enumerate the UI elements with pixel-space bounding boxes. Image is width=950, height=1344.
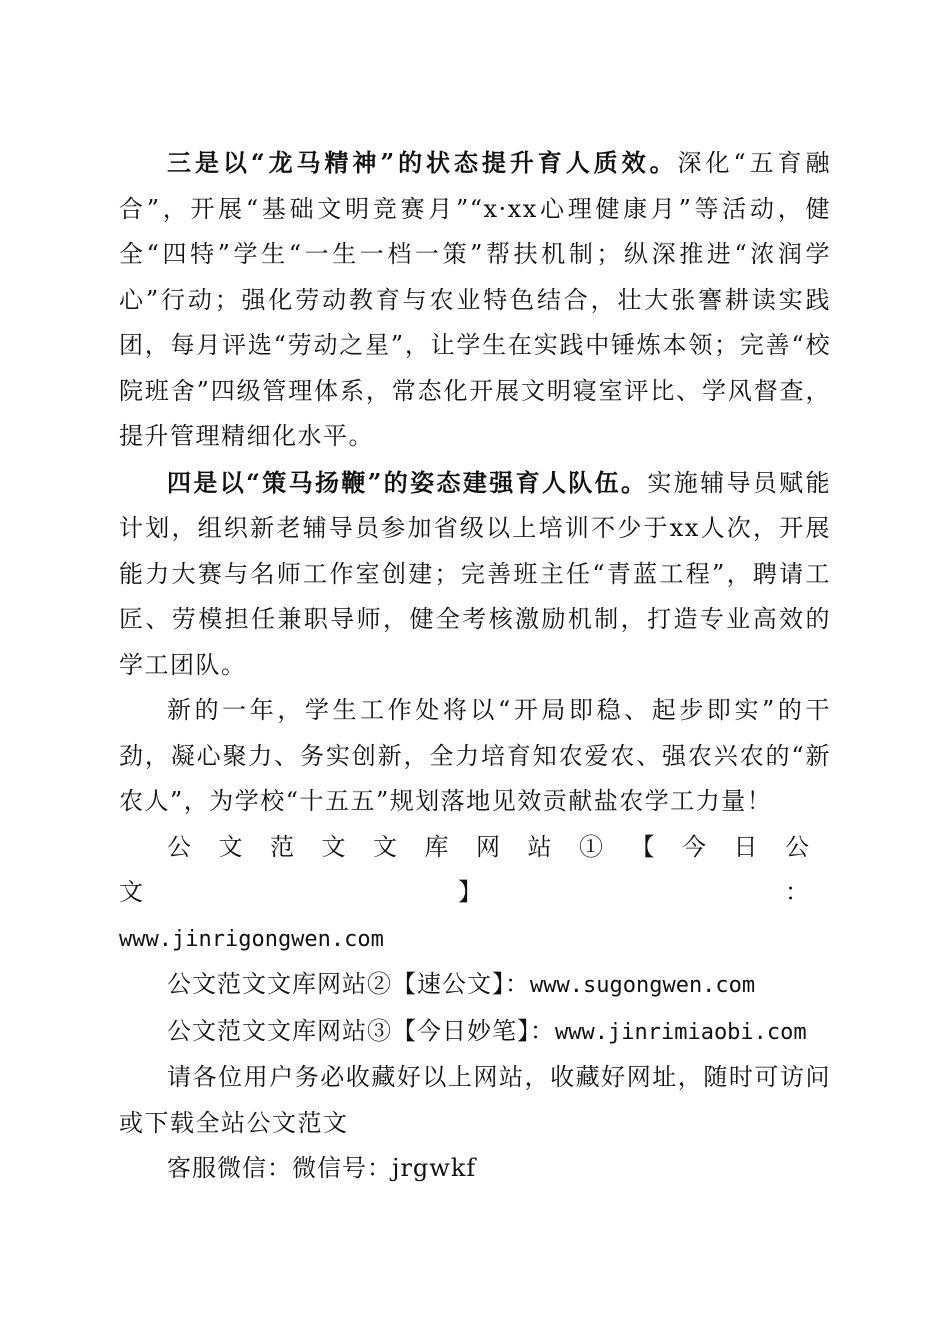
paragraph-closing (119, 688, 831, 825)
paragraph-four-body: 实施辅导员赋能计划，组织新老辅导员参加省级以上培训不少于xx人次，开展能力大赛与名师工作室创建；完善班主任“青蓝工程”，聘请工匠、劳模担任兼职导师，健全考核激励机制，打造专业高效的学工团队。 (119, 468, 832, 679)
site-one-label: 公文范文文库网站①【今日公文】： (119, 832, 831, 906)
site-three-url[interactable]: www.jinrimiaobi.com (555, 1019, 807, 1045)
site-three-line (119, 1009, 831, 1056)
site-two-line (119, 962, 831, 1009)
site-three-label: 公文范文文库网站③【今日妙笔】： (167, 1016, 555, 1045)
document-page (119, 140, 831, 1192)
paragraph-three (119, 140, 831, 460)
site-one-line (119, 825, 831, 916)
site-two-url[interactable]: www.sugongwen.com (530, 973, 756, 998)
paragraph-four (119, 460, 831, 689)
paragraph-closing-body: 新的一年，学生工作处将以“开局即稳、起步即实”的干劲，凝心聚力、务实创新，全力培育知农爱农、强农兴农的“新农人”，为学校“十五五”规划落地见效贡献盐农学工力量！ (119, 696, 831, 815)
site-two-label: 公文范文文库网站②【速公文】： (167, 970, 530, 998)
paragraph-three-heading: 三是以“龙马精神”的状态提升育人质效。 (167, 148, 678, 177)
bookmark-notice-text: 请各位用户务必收藏好以上网站，收藏好网址，随时可访问或下载全站公文范文 (119, 1063, 831, 1137)
paragraph-four-heading: 四是以“策马扬鞭”的姿态建强育人队伍。 (167, 467, 648, 497)
paragraph-three-body: 深化“五育融合”，开展“基础文明竞赛月”“x·xx心理健康月”等活动，健全“四特”学生“一生一档一策”帮扶机制；纵深推进“浓润学心”行动；强化劳动教育与农业特色结合，壮大张謇耕读实践团，每月评选“劳动之星”，让学生在实践中锤炼本领；完善“校院班舍”四级管理体系，常态化开展文明寝室评比、学风督查，提升管理精细化水平。 (119, 149, 831, 450)
site-one-url-line (119, 916, 831, 963)
site-one-url[interactable]: www.jinrigongwen.com (119, 926, 384, 952)
customer-service-line (119, 1146, 831, 1192)
bookmark-notice (119, 1055, 831, 1146)
customer-service-text: 客服微信：微信号：jrgwkf (167, 1154, 477, 1182)
